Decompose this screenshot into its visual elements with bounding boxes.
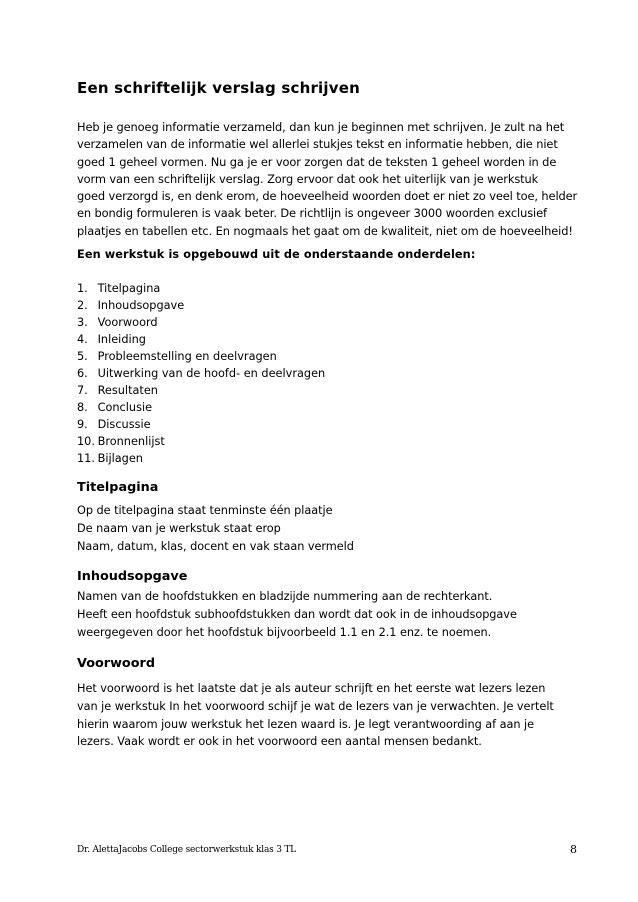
list-item	[77, 382, 325, 399]
list-item	[77, 297, 325, 314]
list-item-number: 4.	[77, 333, 88, 347]
list-item	[77, 450, 325, 467]
list-item	[77, 348, 325, 365]
list-item	[77, 314, 325, 331]
intro-paragraph	[77, 119, 578, 240]
page-title: Een schriftelijk verslag schrijven	[77, 79, 360, 97]
intro-line: Heb je genoeg informatie verzameld, dan kun je beginnen met schrijven. Je zult na het	[77, 120, 565, 134]
body-line: Naam, datum, klas, docent en vak staan vermeld	[77, 539, 354, 553]
section-body-inhoudsopgave	[77, 588, 517, 641]
section-body-titelpagina	[77, 502, 354, 555]
intro-line: goed 1 geheel vormen. Nu ga je er voor zorgen dat de teksten 1 geheel worden in de	[77, 154, 557, 169]
list-item-label: Probleemstelling en deelvragen	[97, 350, 277, 364]
body-line: Namen van de hoofdstukken en bladzijde nummering aan de rechterkant.	[77, 590, 493, 603]
body-line: weergegeven door het hoofdstuk bijvoorbeeld 1.1 en 2.1 enz. te noemen.	[77, 625, 492, 639]
list-item	[77, 280, 325, 297]
body-line: Het voorwoord is het laatste dat je als auteur schrijft en het eerste wat lezers lezen	[77, 682, 546, 695]
list-item-label: Conclusie	[97, 401, 153, 415]
body-line: De naam van je werkstuk staat erop	[77, 521, 281, 535]
list-item	[77, 416, 325, 433]
list-item	[77, 433, 325, 450]
list-item-number: 10.	[77, 435, 95, 449]
list-item-label: Discussie	[97, 418, 151, 432]
intro-line: vorm van een schriftelijk verslag. Zorg ervoor dat ook het uiterlijk van je werkstuk	[77, 171, 539, 186]
parts-lead-heading: Een werkstuk is opgebouwd uit de onderstaande onderdelen:	[77, 248, 476, 261]
intro-line: goed verzorgd is, en denk erom, de hoeveelheid woorden doet er niet zo veel toe, helder	[77, 189, 578, 204]
body-line: van je werkstuk In het voorwoord schijf je wat de lezers van je verwachten. Je vertelt	[77, 699, 554, 713]
list-item	[77, 365, 325, 382]
section-heading-voorwoord: Voorwoord	[77, 656, 155, 671]
intro-line: plaatjes en tabellen etc. En nogmaals het gaat om de kwaliteit, niet om de hoeveelheid!	[77, 223, 573, 238]
list-item-label: Inleiding	[97, 333, 146, 347]
footer-school-label: Dr. AlettaJacobs College sectorwerkstuk klas 3 TL	[77, 845, 296, 855]
list-item-number: 6.	[77, 367, 88, 381]
intro-line: verzamelen van de informatie wel allerlei stukjes tekst en informatie hebben, die niet	[77, 137, 558, 152]
section-body-voorwoord	[77, 680, 554, 751]
intro-line: en bondig formuleren is vaak beter. De richtlijn is ongeveer 3000 woorden exclusief	[77, 206, 547, 221]
list-item-number: 3.	[77, 316, 88, 330]
section-heading-inhoudsopgave: Inhoudsopgave	[77, 569, 188, 584]
parts-list	[77, 280, 325, 468]
list-item-label: Uitwerking van de hoofd- en deelvragen	[97, 367, 326, 381]
list-item-label: Inhoudsopgave	[97, 299, 185, 313]
body-line: hierin waarom jouw werkstuk het lezen waard is. Je legt verantwoording af aan je	[77, 717, 535, 731]
list-item-label: Bronnenlijst	[97, 435, 165, 449]
list-item-label: Titelpagina	[97, 282, 161, 295]
list-item-number: 5.	[77, 350, 88, 364]
list-item	[77, 399, 325, 416]
list-item-number: 7.	[77, 384, 88, 398]
list-item-number: 1.	[77, 282, 88, 295]
section-heading-titelpagina: Titelpagina	[77, 480, 159, 495]
body-line: Heeft een hoofdstuk subhoofdstukken dan wordt dat ook in de inhoudsopgave	[77, 607, 517, 621]
list-item-label: Resultaten	[97, 384, 158, 398]
list-item-number: 2.	[77, 299, 88, 313]
body-line: Op de titelpagina staat tenminste één plaatje	[77, 504, 333, 517]
list-item-label: Voorwoord	[97, 316, 158, 330]
list-item-label: Bijlagen	[97, 452, 143, 466]
body-line: lezers. Vaak wordt er ook in het voorwoord een aantal mensen bedankt.	[77, 735, 482, 749]
page-number: 8	[570, 843, 577, 856]
list-item-number: 11.	[77, 452, 95, 466]
list-item	[77, 331, 325, 348]
list-item-number: 9.	[77, 418, 88, 432]
list-item-number: 8.	[77, 401, 88, 415]
